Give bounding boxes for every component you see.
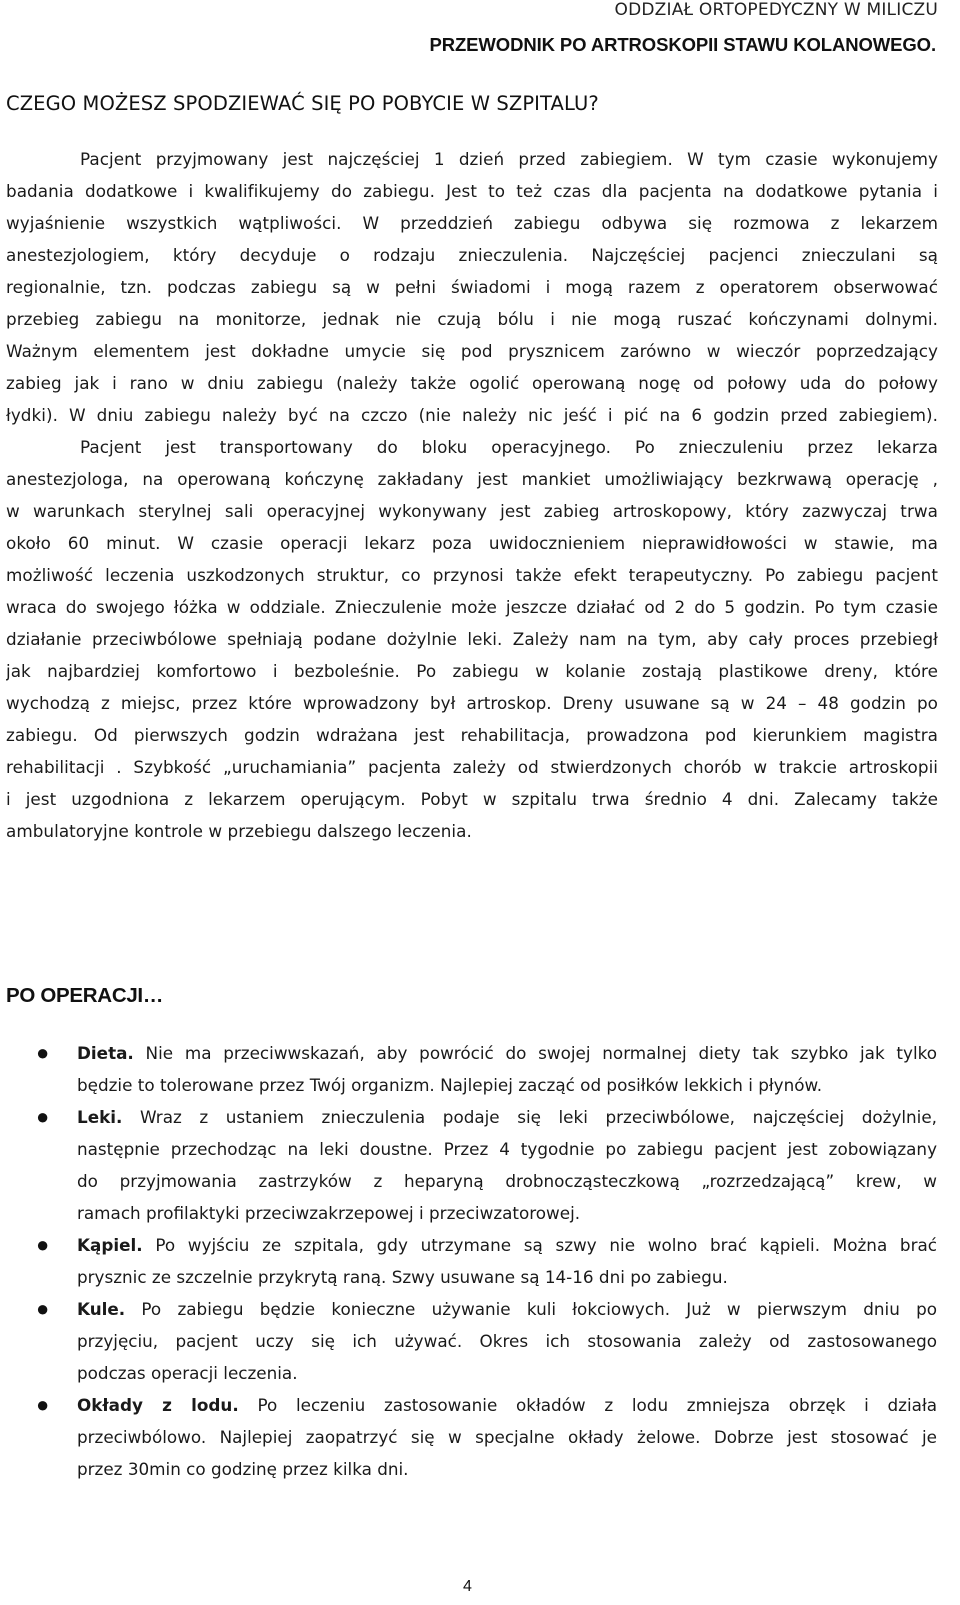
after-surgery-heading: PO OPERACJI… — [6, 984, 164, 1007]
bullet-icon: ● — [36, 1296, 50, 1321]
list-item-line: będzie to tolerowane przez Twój organizm. Najlepiej zacząć od posiłków lekkich i płynów. — [77, 1075, 823, 1095]
paragraph-line: wraca do swojego łóżka w oddziale. Znieczulenie może jeszcze działać od 2 do 5 godzin. Po tym czasie — [6, 597, 938, 617]
bullet-icon: ● — [36, 1232, 50, 1257]
list-item-first-line — [77, 1297, 937, 1321]
paragraph-line: wyjaśnienie wszystkich wątpliwości. W przeddzień zabiegu odbywa się rozmowa z lekarzem — [6, 213, 938, 233]
list-item-first-line — [77, 1105, 937, 1129]
paragraph-line: Pacjent przyjmowany jest najczęściej 1 dzień przed zabiegiem. W tym czasie wykonujemy — [80, 149, 938, 169]
bullet-icon: ● — [36, 1040, 50, 1065]
paragraph-line: łydki). W dniu zabiegu należy być na czczo (nie należy nic jeść i pić na 6 godzin przed zabiegiem). — [6, 405, 938, 425]
list-item-first-line — [77, 1393, 937, 1417]
guide-title: PRZEWODNIK PO ARTROSKOPII STAWU KOLANOWEGO. — [429, 34, 936, 55]
list-item-first-line — [77, 1233, 937, 1257]
list-item-term: Kąpiel. — [77, 1235, 143, 1255]
paragraph-line: wychodzą z miejsc, przez które wprowadzony był artroskop. Dreny usuwane są w 24 – 48 godzin po — [6, 693, 938, 713]
list-item-term: Okłady z lodu. — [77, 1395, 239, 1415]
hospital-stay-heading: CZEGO MOŻESZ SPODZIEWAĆ SIĘ PO POBYCIE W SZPITALU? — [6, 92, 599, 115]
list-item-line: do przyjmowania zastrzyków z heparyną drobnocząsteczkową „rozrzedzającą” krew, w — [77, 1171, 937, 1191]
list-item-term: Kule. — [77, 1299, 126, 1319]
list-item-text: Wraz z ustaniem znieczulenia podaje się leki przeciwbólowe, najczęściej dożylnie, — [122, 1107, 937, 1127]
paragraph-line: ambulatoryjne kontrole w przebiegu dalszego leczenia. — [6, 821, 472, 841]
paragraph-line: i jest uzgodniona z lekarzem operującym. Pobyt w szpitalu trwa średnio 4 dni. Zalecamy także — [6, 789, 938, 809]
department-header: ODDZIAŁ ORTOPEDYCZNY W MILICZU — [614, 0, 938, 20]
paragraph-line: w warunkach sterylnej sali operacyjnej wykonywany jest zabieg artroskopowy, który zazwyczaj trwa — [6, 501, 938, 521]
paragraph-line: badania dodatkowe i kwalifikujemy do zabiegu. Jest to też czas dla pacjenta na dodatkowe pytania i — [6, 181, 938, 201]
list-item-text: Po leczeniu zastosowanie okładów z lodu zmniejsza obrzęk i działa — [238, 1395, 937, 1415]
list-item-line: prysznic ze szczelnie przykrytą raną. Szwy usuwane są 14-16 dni po zabiegu. — [77, 1267, 728, 1287]
list-item-line: przeciwbólowo. Najlepiej zaopatrzyć się w specjalne okłady żelowe. Dobrze jest stosować je — [77, 1427, 937, 1447]
list-item-text: Nie ma przeciwwskazań, aby powrócić do swojej normalnej diety tak szybko jak tylko — [133, 1043, 937, 1063]
paragraph-line: zabiegu. Od pierwszych godzin wdrażana jest rehabilitacja, prowadzona pod kierunkiem magistra — [6, 725, 938, 745]
paragraph-line: anestezjologiem, który decyduje o rodzaju znieczulenia. Najczęściej pacjenci znieczulani są — [6, 245, 938, 265]
paragraph-line: Pacjent jest transportowany do bloku operacyjnego. Po znieczuleniu przez lekarza — [80, 437, 938, 457]
list-item-line: podczas operacji leczenia. — [77, 1363, 298, 1383]
paragraph-line: możliwość leczenia uszkodzonych struktur, co przynosi także efekt terapeutyczny. Po zabiegu pacjent — [6, 565, 938, 585]
paragraph-line: około 60 minut. W czasie operacji lekarz poza uwidocznieniem nieprawidłowości w stawie, ma — [6, 533, 938, 553]
page-number: 4 — [463, 1578, 472, 1595]
paragraph-line: jak najbardziej komfortowo i bezboleśnie. Po zabiegu w kolanie zostają plastikowe dreny, które — [6, 661, 938, 681]
paragraph-line: przebieg zabiegu na monitorze, jednak nie czują bólu i nie mogą ruszać kończynami dolnymi. — [6, 309, 938, 329]
paragraph-line: anestezjologa, na operowaną kończynę zakładany jest mankiet umożliwiający bezkrwawą operację , — [6, 469, 938, 489]
list-item-line: następnie przechodząc na leki doustne. Przez 4 tygodnie po zabiegu pacjent jest zobowiązany — [77, 1139, 937, 1159]
list-item-text: Po zabiegu będzie konieczne używanie kuli łokciowych. Już w pierwszym dniu po — [125, 1299, 937, 1319]
list-item-line: przyjęciu, pacjent uczy się ich używać. Okres ich stosowania zależy od zastosowanego — [77, 1331, 937, 1351]
paragraph-line: rehabilitacji . Szybkość „uruchamiania” pacjenta zależy od stwierdzonych chorób w trakcie artroskopii — [6, 757, 938, 777]
paragraph-line: regionalnie, tzn. podczas zabiegu są w pełni świadomi i mogą razem z operatorem obserwować — [6, 277, 938, 297]
list-item-term: Leki. — [77, 1107, 123, 1127]
list-item-text: Po wyjściu ze szpitala, gdy utrzymane są szwy nie wolno brać kąpieli. Można brać — [142, 1235, 937, 1255]
paragraph-line: działanie przeciwbólowe spełniają podane dożylnie leki. Zależy nam na tym, aby cały proces przebiegł — [6, 629, 938, 649]
paragraph-line: zabieg jak i rano w dniu zabiegu (należy także ogolić operowaną nogę od połowy uda do połowy — [6, 373, 938, 393]
bullet-icon: ● — [36, 1392, 50, 1417]
list-item-line: przez 30min co godzinę przez kilka dni. — [77, 1459, 409, 1479]
bullet-icon: ● — [36, 1104, 50, 1129]
list-item-term: Dieta. — [77, 1043, 134, 1063]
list-item-line: ramach profilaktyki przeciwzakrzepowej i przeciwzatorowej. — [77, 1203, 581, 1223]
list-item-first-line — [77, 1041, 937, 1065]
paragraph-line: Ważnym elementem jest dokładne umycie się pod prysznicem zarówno w wieczór poprzedzający — [6, 341, 938, 361]
